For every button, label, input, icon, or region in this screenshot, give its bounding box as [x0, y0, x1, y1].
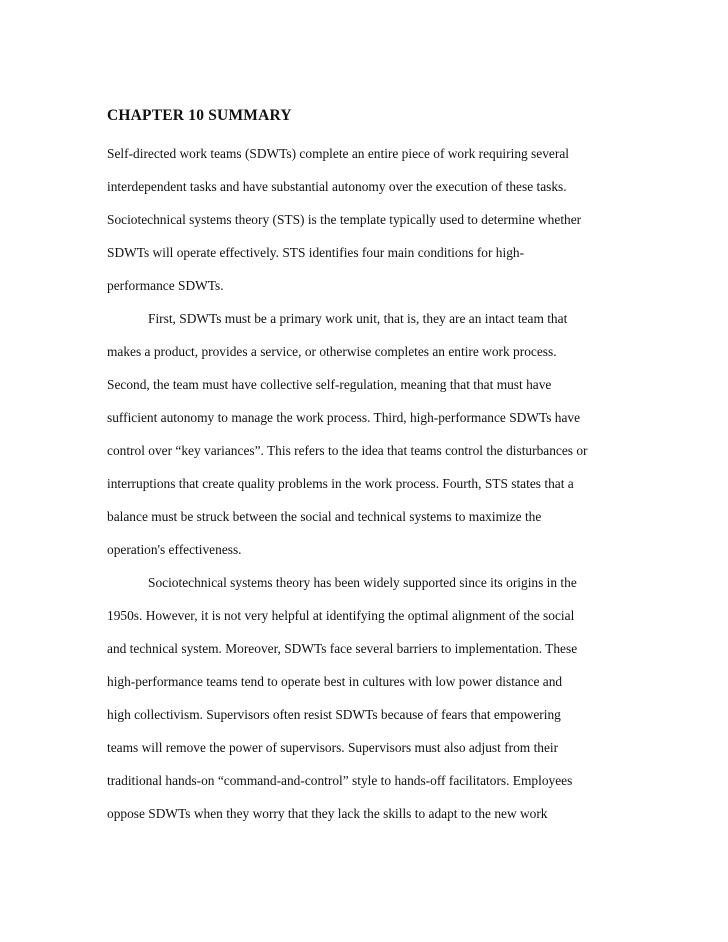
paragraph-line: oppose SDWTs when they worry that they lack the skills to adapt to the new work	[107, 806, 548, 821]
paragraph-line: sufficient autonomy to manage the work process. Third, high-performance SDWTs have	[107, 410, 581, 425]
paragraph-line: Self-directed work teams (SDWTs) complete an entire piece of work requiring several	[107, 146, 569, 161]
paragraph-line: Second, the team must have collective self-regulation, meaning that that must have	[107, 377, 552, 392]
paragraph-line: control over “key variances”. This refers to the idea that teams control the disturbances or	[107, 443, 588, 458]
paragraph-line: Sociotechnical systems theory has been widely supported since its origins in the	[148, 575, 577, 590]
paragraph-line: and technical system. Moreover, SDWTs face several barriers to implementation. These	[107, 641, 578, 656]
chapter-heading: CHAPTER 10 SUMMARY	[107, 107, 292, 124]
paragraph-line: 1950s. However, it is not very helpful at identifying the optimal alignment of the social	[107, 608, 575, 623]
paragraph-line: interruptions that create quality problems in the work process. Fourth, STS states that a	[107, 476, 574, 491]
paragraph-line: traditional hands-on “command-and-control” style to hands-off facilitators. Employees	[107, 773, 573, 788]
paragraph-line: SDWTs will operate effectively. STS identifies four main conditions for high-	[107, 245, 525, 260]
paragraph-line: high-performance teams tend to operate best in cultures with low power distance and	[107, 674, 563, 689]
paragraph-line: balance must be struck between the social and technical systems to maximize the	[107, 509, 542, 524]
paragraph-line: Sociotechnical systems theory (STS) is the template typically used to determine whether	[107, 212, 582, 227]
paragraph-line: interdependent tasks and have substantial autonomy over the execution of these tasks.	[107, 179, 567, 194]
paragraph-line: First, SDWTs must be a primary work unit, that is, they are an intact team that	[148, 311, 568, 326]
paragraph-line: makes a product, provides a service, or otherwise completes an entire work process.	[107, 344, 557, 359]
paragraph-line: teams will remove the power of supervisors. Supervisors must also adjust from their	[107, 740, 559, 755]
paragraph-line: operation's effectiveness.	[107, 542, 242, 557]
paragraph-line: high collectivism. Supervisors often resist SDWTs because of fears that empowering	[107, 707, 561, 722]
paragraph-line: performance SDWTs.	[107, 278, 224, 293]
